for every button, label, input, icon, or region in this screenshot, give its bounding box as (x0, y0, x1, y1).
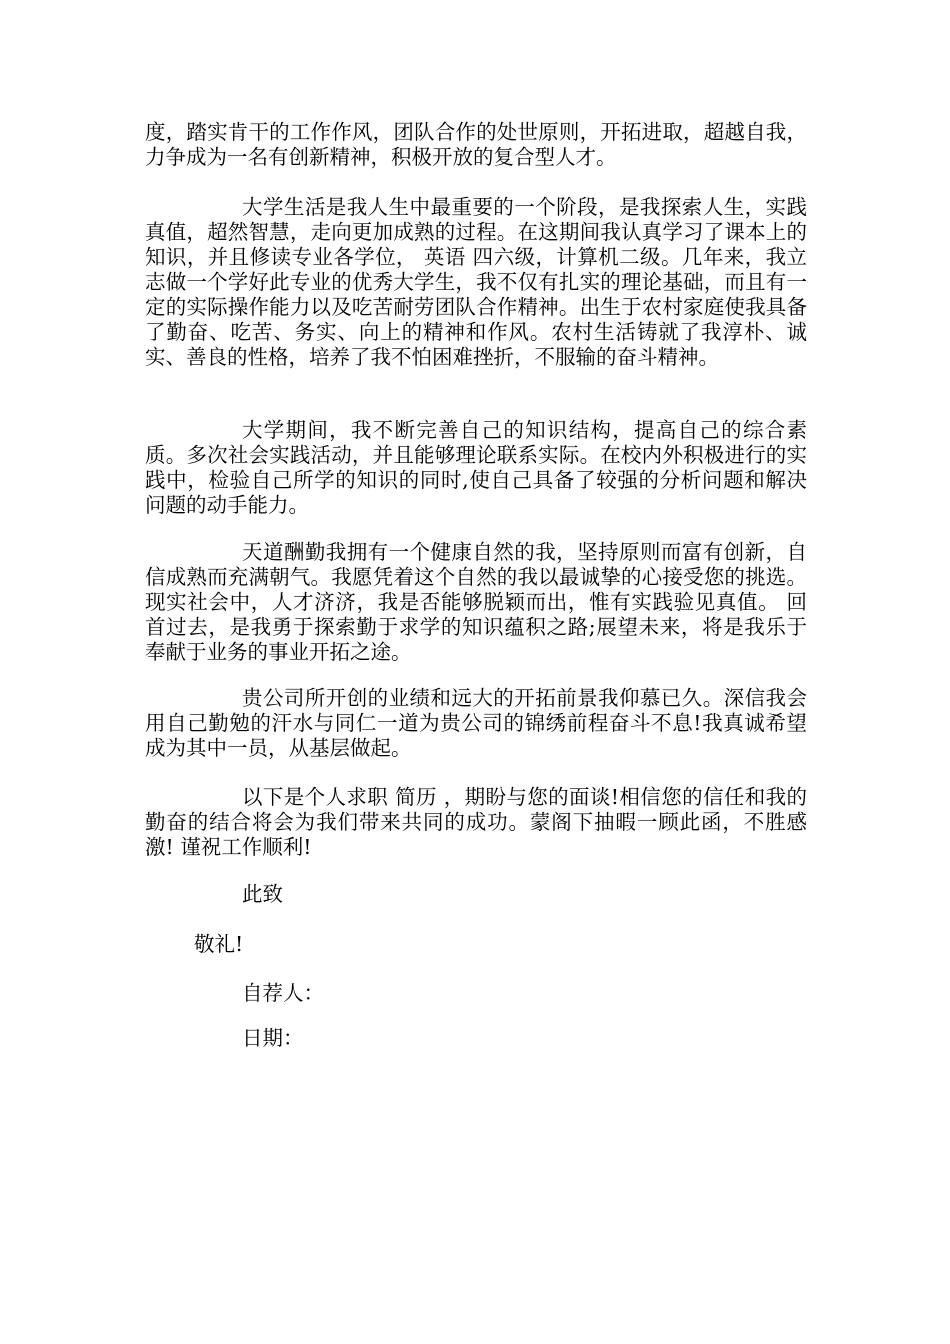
paragraph-university-life: 大学生活是我人生中最重要的一个阶段，是我探索人生，实践真值，超然智慧，走向更加成熟的过程。在这期间我认真学习了课本上的知识，并且修读专业各学位， 英语 四六级，计算机二级。几年来，我立志做一个学好此专业的优秀大学生，我不仅有扎实的理论基础，而且有一定的实际操作能力以及吃苦耐劳团队合作精神。出生于农村家庭使我具备了勤奋、吃苦、务实、向上的精神和作风。农村生活铸就了我淳朴、诚实、善良的性格，培养了我不怕困难挫折，不服输的奋斗精神。 (145, 195, 807, 369)
date-label: 日期： (242, 1026, 304, 1050)
closing-cizhi: 此致 (242, 882, 283, 906)
paragraph-resume: 以下是个人求职 简历 ，期盼与您的面谈!相信您的信任和我的勤奋的结合将会为我们带来共同的成功。蒙阁下抽暇一顾此函，不胜感激! 谨祝工作顺利! (145, 785, 807, 859)
paragraph-diligence: 天道酬勤我拥有一个健康自然的我，坚持原则而富有创新，自信成熟而充满朝气。我愿凭着这个自然的我以最诚挚的心接受您的挑选。现实社会中，人才济济，我是否能够脱颖而出，惟有实践验见真值。 回首过去，是我勇于探索勤于求学的知识蕴积之路;展望未来，将是我乐于奉献于业务的事业开拓之途。 (145, 540, 807, 664)
signer-label: 自荐人： (242, 981, 324, 1005)
paragraph-company: 贵公司所开创的业绩和远大的开拓前景我仰慕已久。深信我会用自己勤勉的汗水与同仁一道为贵公司的锦绣前程奋斗不息!我真诚希望成为其中一员，从基层做起。 (145, 686, 807, 760)
paragraph-intro-continuation: 度，踏实肯干的工作作风，团队合作的处世原则，开拓进取，超越自我，力争成为一名有创新精神，积极开放的复合型人才。 (145, 120, 807, 169)
closing-jingli: 敬礼! (194, 932, 244, 956)
paragraph-university-period: 大学期间，我不断完善自己的知识结构，提高自己的综合素质。多次社会实践活动，并且能够理论联系实际。在校内外积极进行的实践中，检验自己所学的知识的同时,使自己具备了较强的分析问题和解决问题的动手能力。 (145, 418, 807, 517)
